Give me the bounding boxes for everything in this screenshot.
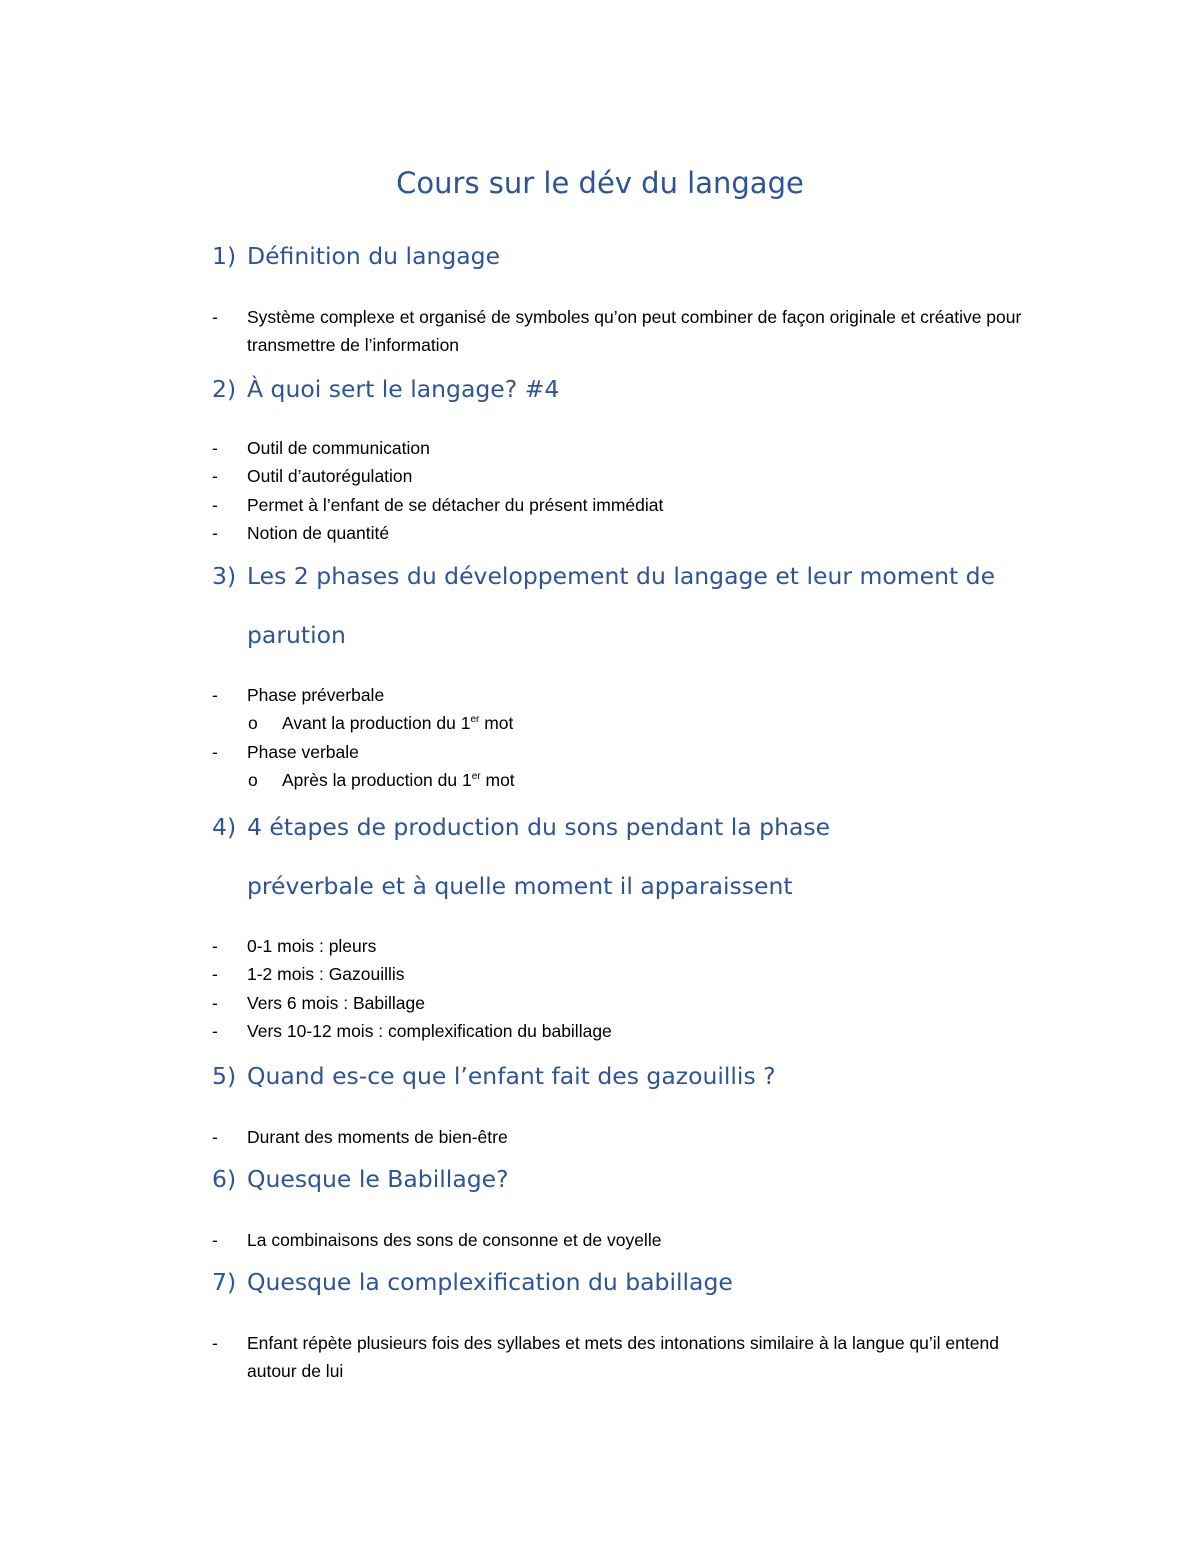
- list-item: [212, 989, 1032, 1017]
- list-item-text: Outil d’autorégulation: [247, 466, 413, 487]
- section-number: 1): [212, 242, 237, 270]
- list-item: [212, 738, 1032, 795]
- section-heading: [212, 1253, 1032, 1312]
- bullet-list: [212, 681, 1032, 794]
- section-heading-text: Définition du langage: [247, 242, 501, 270]
- section-heading: [212, 227, 1032, 286]
- dash-bullet: -: [212, 741, 218, 762]
- list-item: [212, 1123, 1032, 1151]
- section-heading-text: Quesque la complexification du babillage: [247, 1268, 733, 1296]
- section-2: [212, 360, 1032, 547]
- list-item: [212, 303, 1032, 360]
- sub-list: [212, 709, 1032, 737]
- sub-list-item: [212, 709, 1032, 737]
- sub-list: [212, 766, 1032, 794]
- document-title: Cours sur le dév du langage: [396, 166, 804, 200]
- dash-bullet: -: [212, 438, 218, 458]
- list-item: [212, 519, 1032, 547]
- dash-bullet: -: [212, 494, 218, 515]
- section-heading: [212, 1047, 1032, 1106]
- section-number: 2): [212, 375, 237, 403]
- list-item: [212, 491, 1032, 519]
- sub-list-item: [212, 766, 1032, 794]
- dash-bullet: -: [212, 936, 218, 956]
- section-heading-text: Les 2 phases du développement du langage et leur moment de parution: [247, 562, 996, 649]
- bullet-list: [212, 1329, 1032, 1386]
- sub-item-text-after: mot: [479, 713, 514, 734]
- list-item-text: Système complexe et organisé de symboles qu’on peut combiner de façon originale et créative pour transmettre de l’information: [247, 307, 1022, 356]
- sub-item-text-before: Avant la production du 1: [282, 713, 471, 734]
- section-heading: [212, 798, 1032, 916]
- sub-item-text-after: mot: [480, 769, 515, 790]
- list-item: [212, 1329, 1032, 1386]
- dash-bullet: -: [212, 992, 218, 1013]
- list-item-text: 1-2 mois : Gazouillis: [247, 964, 405, 985]
- section-heading-text: À quoi sert le langage? #4: [247, 375, 560, 403]
- bullet-list: [212, 303, 1032, 360]
- list-item: [212, 434, 1032, 462]
- list-item: [212, 1017, 1032, 1045]
- section-number: 4): [212, 813, 237, 841]
- section-4: [212, 798, 1032, 1045]
- list-item-text: Vers 6 mois : Babillage: [247, 992, 426, 1013]
- section-6: [212, 1150, 1032, 1254]
- section-7: [212, 1253, 1032, 1386]
- list-item-text: Outil de communication: [247, 438, 430, 458]
- dash-bullet: -: [212, 964, 218, 985]
- section-number: 5): [212, 1062, 237, 1090]
- section-number: 6): [212, 1165, 237, 1193]
- dash-bullet: -: [212, 1230, 218, 1250]
- list-item-text: Notion de quantité: [247, 522, 390, 543]
- superscript: er: [470, 714, 480, 726]
- superscript: er: [471, 770, 481, 782]
- section-5: [212, 1047, 1032, 1151]
- section-3: [212, 547, 1032, 794]
- circle-bullet: o: [248, 769, 258, 790]
- dash-bullet: -: [212, 1020, 218, 1041]
- bullet-list: [212, 1226, 1032, 1254]
- list-item-text: Phase préverbale: [247, 685, 385, 705]
- list-item-text: Durant des moments de bien-être: [247, 1127, 508, 1147]
- bullet-list: [212, 932, 1032, 1045]
- section-heading-text: Quesque le Babillage?: [247, 1165, 509, 1193]
- section-number: 3): [212, 562, 237, 590]
- bullet-list: [212, 434, 1032, 547]
- section-heading-text: 4 étapes de production du sons pendant la phase préverbale et à quelle moment il apparaissent: [247, 813, 831, 900]
- list-item: [212, 681, 1032, 738]
- list-item-text: Permet à l’enfant de se détacher du présent immédiat: [247, 494, 664, 515]
- section-1: [212, 227, 1032, 360]
- dash-bullet: -: [212, 685, 218, 705]
- circle-bullet: o: [248, 713, 258, 734]
- sub-item-text-before: Après la production du 1: [282, 769, 472, 790]
- dash-bullet: -: [212, 522, 218, 543]
- list-item-text: Enfant répète plusieurs fois des syllabes et mets des intonations similaire à la langue qu’il entend autour de lui: [247, 1333, 999, 1382]
- section-number: 7): [212, 1268, 237, 1296]
- list-item-text: Phase verbale: [247, 741, 359, 762]
- list-item-text: Vers 10-12 mois : complexification du babillage: [247, 1020, 612, 1041]
- list-item: [212, 462, 1032, 490]
- list-item: [212, 932, 1032, 960]
- dash-bullet: -: [212, 466, 218, 487]
- dash-bullet: -: [212, 307, 218, 327]
- list-item: [212, 1226, 1032, 1254]
- list-item-text: 0-1 mois : pleurs: [247, 936, 377, 956]
- list-item: [212, 960, 1032, 988]
- section-heading: [212, 1150, 1032, 1209]
- section-heading: [212, 360, 1032, 419]
- bullet-list: [212, 1123, 1032, 1151]
- section-heading: [212, 547, 1032, 665]
- section-heading-text: Quand es-ce que l’enfant fait des gazouillis ?: [247, 1062, 776, 1090]
- dash-bullet: -: [212, 1127, 218, 1147]
- list-item-text: La combinaisons des sons de consonne et de voyelle: [247, 1230, 662, 1250]
- dash-bullet: -: [212, 1333, 218, 1353]
